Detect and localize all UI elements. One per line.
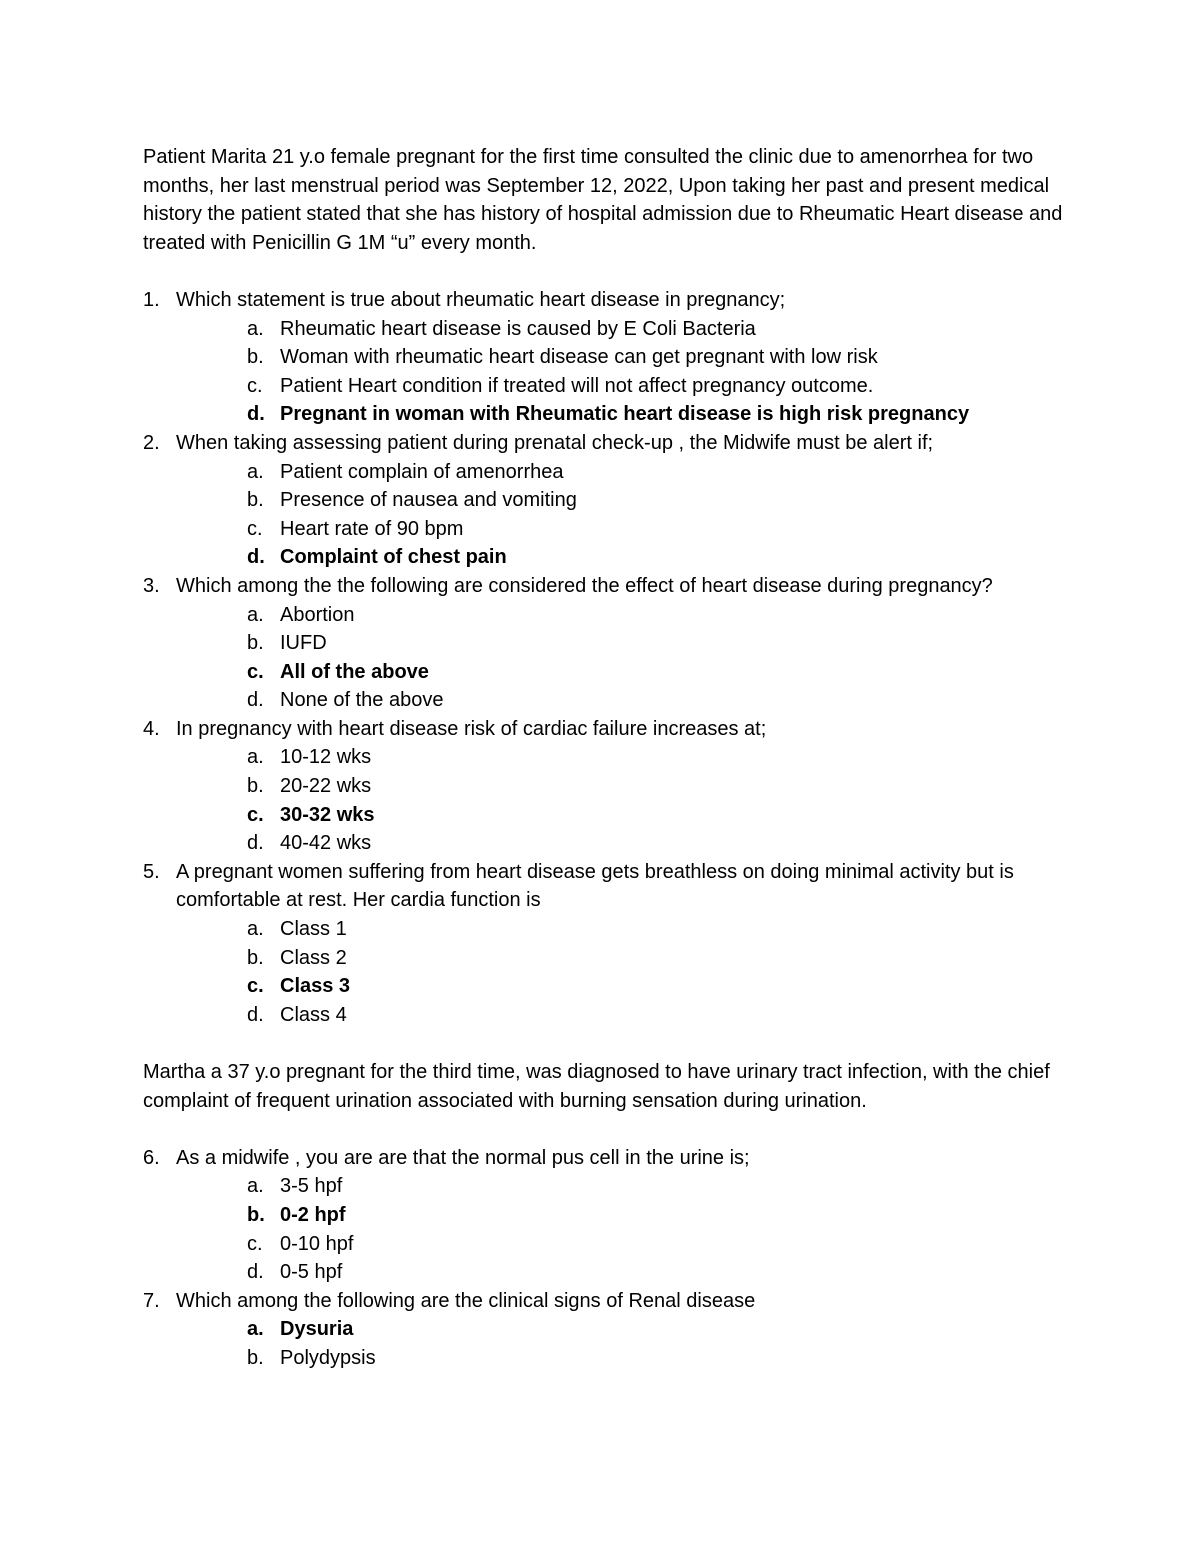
option-list [176,1315,1063,1372]
option-item [247,686,1063,715]
option-item [247,372,1063,401]
option-list [176,315,1063,429]
option-item-correct [247,1315,1063,1344]
option-letter: a. [247,317,264,340]
option-text: Rheumatic heart disease is caused by E Coli Bacteria [280,317,756,340]
option-text: Class 3 [280,975,351,998]
option-text: Class 1 [280,918,347,941]
option-letter: c. [247,374,263,397]
question-item [143,1287,1063,1373]
option-item [247,486,1063,515]
option-item [247,772,1063,801]
option-text: 10-12 wks [280,746,372,769]
question-number: 2. [143,431,160,454]
question-list [143,286,1063,1029]
option-letter: c. [247,1232,263,1255]
option-text: 0-2 hpf [280,1203,346,1226]
option-letter: b. [247,1203,265,1226]
question-text: In pregnancy with heart disease risk of cardiac failure increases at; [176,717,767,740]
option-item [247,629,1063,658]
option-text: 3-5 hpf [280,1175,343,1198]
question-item [143,572,1063,715]
paragraph-spacer [143,257,1063,286]
question-text: Which among the the following are considered the effect of heart disease during pregnancy? [176,574,993,597]
question-item [143,715,1063,858]
option-text: 0-10 hpf [280,1232,354,1255]
option-item [247,1344,1063,1373]
option-item [247,315,1063,344]
option-letter: d. [247,1003,264,1026]
option-list [176,601,1063,715]
option-text: Pregnant in woman with Rheumatic heart disease is high risk pregnancy [280,403,970,426]
question-number: 1. [143,288,160,311]
option-text: Abortion [280,603,355,626]
option-letter: a. [247,1175,264,1198]
option-text: Presence of nausea and vomiting [280,489,577,512]
question-number: 3. [143,574,160,597]
option-letter: b. [247,489,264,512]
option-letter: c. [247,517,263,540]
option-item [247,1172,1063,1201]
option-text: Patient complain of amenorrhea [280,460,564,483]
option-letter: c. [247,660,264,683]
option-item-correct [247,658,1063,687]
option-item [247,458,1063,487]
option-text: Polydypsis [280,1346,376,1369]
option-text: Dysuria [280,1318,354,1341]
option-text: None of the above [280,689,444,712]
option-item [247,829,1063,858]
option-text: All of the above [280,660,429,683]
question-text: Which among the following are the clinical signs of Renal disease [176,1289,756,1312]
option-text: Class 4 [280,1003,347,1026]
option-text: 40-42 wks [280,832,372,855]
option-item [247,1258,1063,1287]
question-text: A pregnant women suffering from heart disease gets breathless on doing minimal activity but is comfortable at rest. Her cardia function is [176,860,1014,912]
option-text: 20-22 wks [280,775,372,798]
option-item [247,601,1063,630]
paragraph-spacer [143,1115,1063,1144]
option-text: Woman with rheumatic heart disease can get pregnant with low risk [280,346,878,369]
option-item-correct [247,972,1063,1001]
question-item [143,286,1063,429]
option-letter: d. [247,403,265,426]
question-item [143,858,1063,1030]
question-number: 7. [143,1289,160,1312]
option-item-correct [247,400,1063,429]
option-letter: a. [247,918,264,941]
question-item [143,1144,1063,1287]
option-item [247,1230,1063,1259]
option-text: IUFD [280,632,327,655]
option-letter: b. [247,775,264,798]
option-text: 30-32 wks [280,803,375,826]
option-letter: d. [247,546,265,569]
option-item [247,743,1063,772]
option-list [176,743,1063,857]
option-item [247,915,1063,944]
question-text: Which statement is true about rheumatic heart disease in pregnancy; [176,288,786,311]
option-list [176,915,1063,1029]
question-number: 5. [143,860,160,883]
option-list [176,1172,1063,1286]
option-letter: d. [247,689,264,712]
option-letter: b. [247,1346,264,1369]
option-item [247,1001,1063,1030]
option-text: 0-5 hpf [280,1261,343,1284]
option-list [176,458,1063,572]
option-text: Heart rate of 90 bpm [280,517,464,540]
option-text: Patient Heart condition if treated will not affect pregnancy outcome. [280,374,874,397]
case-description: Patient Marita 21 y.o female pregnant for the first time consulted the clinic due to amenorrhea for two months, her last menstrual period was September 12, 2022, Upon taking her past and present medical history the patient stated that she has history of hospital admission due to Rheumatic Heart disease and treated with Penicillin G 1M “u” every month. [143,146,1063,254]
option-letter: a. [247,746,264,769]
option-letter: a. [247,603,264,626]
question-text: As a midwife , you are are that the normal pus cell in the urine is; [176,1146,750,1169]
option-letter: c. [247,803,264,826]
question-text: When taking assessing patient during prenatal check-up , the Midwife must be alert if; [176,431,934,454]
option-item [247,515,1063,544]
option-text: Class 2 [280,946,347,969]
option-letter: b. [247,946,264,969]
option-letter: a. [247,460,264,483]
option-letter: d. [247,1261,264,1284]
question-list [143,1144,1063,1373]
option-letter: d. [247,832,264,855]
option-item-correct [247,543,1063,572]
option-letter: b. [247,632,264,655]
question-item [143,429,1063,572]
question-number: 4. [143,717,160,740]
option-letter: b. [247,346,264,369]
option-letter: a. [247,1318,264,1341]
option-item-correct [247,801,1063,830]
option-item [247,944,1063,973]
option-text: Complaint of chest pain [280,546,507,569]
option-item [247,343,1063,372]
option-letter: c. [247,975,264,998]
document-content [143,143,1063,1373]
section-spacer [143,1029,1063,1058]
question-number: 6. [143,1146,160,1169]
case-description: Martha a 37 y.o pregnant for the third time, was diagnosed to have urinary tract infection, with the chief complaint of frequent urination associated with burning sensation during urination. [143,1061,1050,1112]
option-item-correct [247,1201,1063,1230]
